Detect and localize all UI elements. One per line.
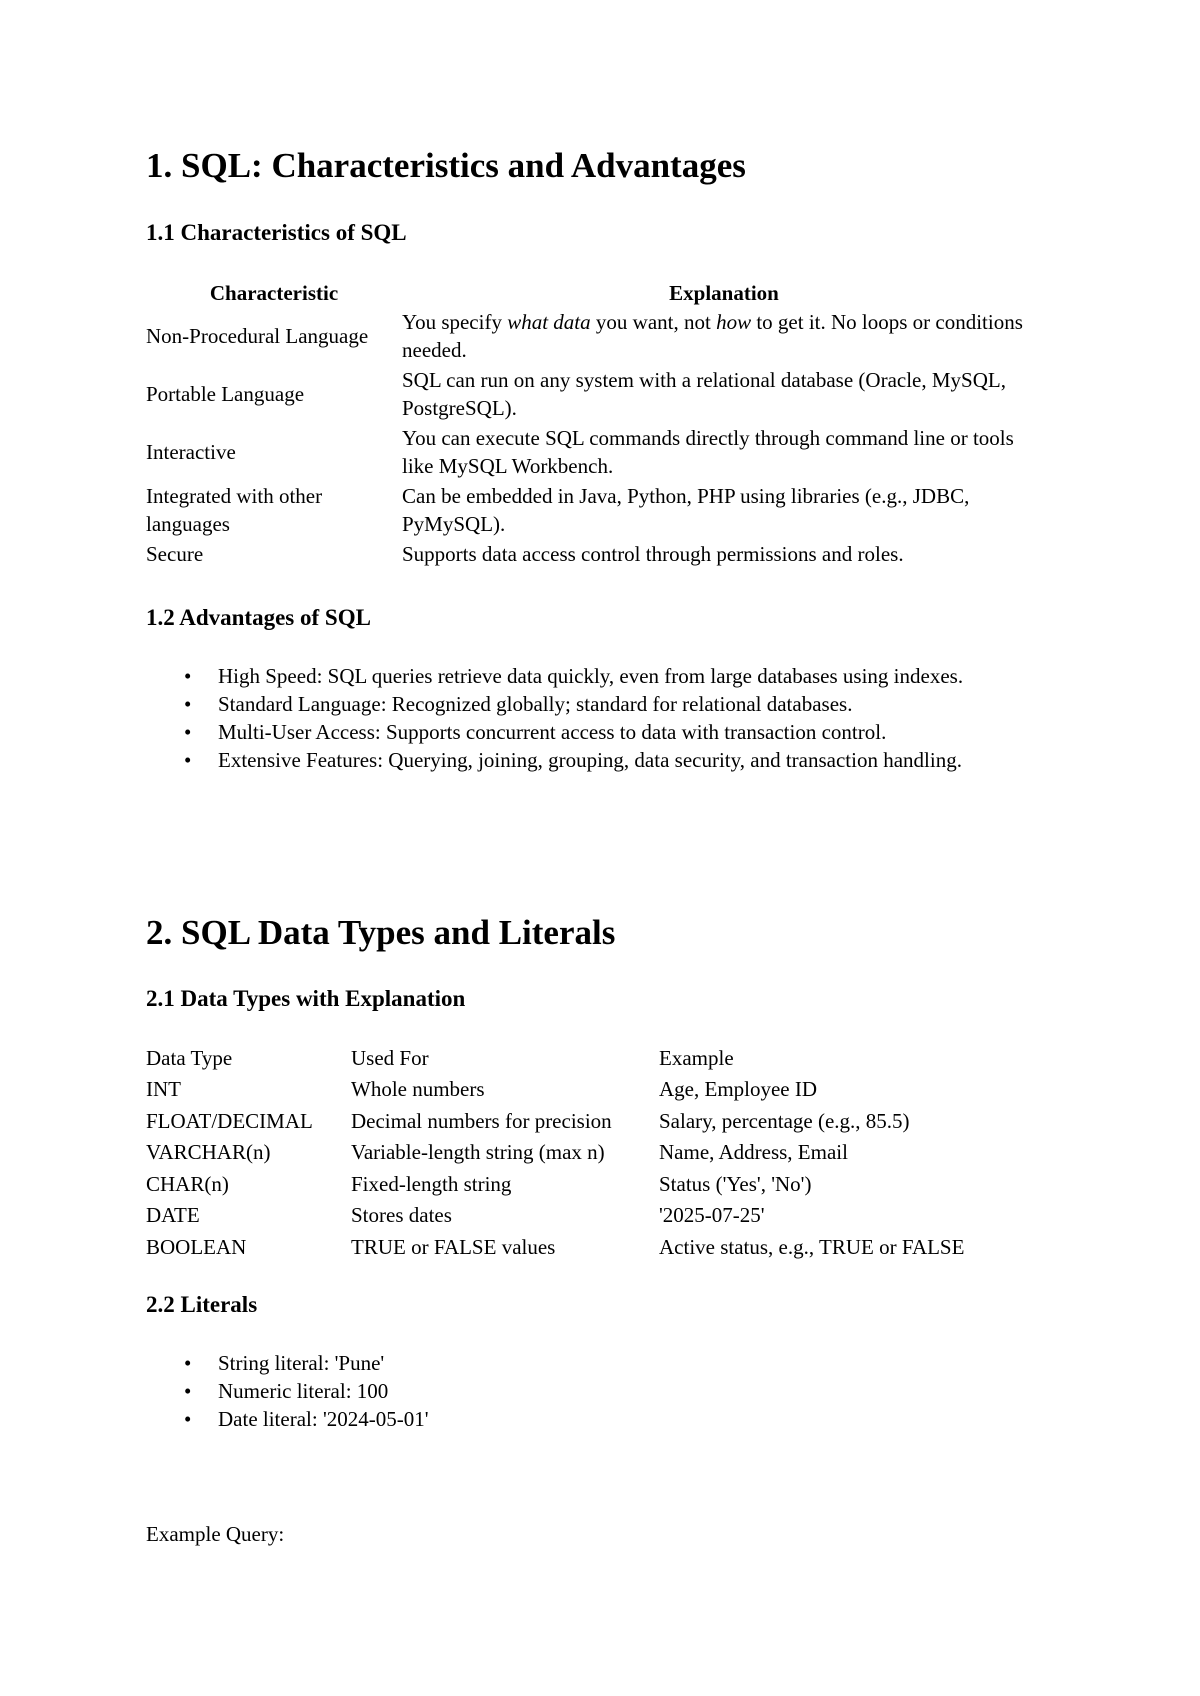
table-row [146, 423, 1046, 481]
column-header-used-for: Used For [351, 1045, 429, 1070]
subsection-2-1-heading: 2.1 Data Types with Explanation [146, 986, 466, 1011]
example-cell: Salary, percentage (e.g., 85.5) [659, 1108, 910, 1133]
used-for-cell: TRUE or FALSE values [351, 1234, 556, 1259]
explanation-cell: Supports data access control through permissions and roles. [402, 542, 904, 566]
data-type-cell: DATE [146, 1203, 200, 1228]
data-type-cell: VARCHAR(n) [146, 1140, 271, 1165]
example-cell: Name, Address, Email [659, 1140, 848, 1165]
example-cell: Active status, e.g., TRUE or FALSE [659, 1234, 965, 1259]
subsection-1-1-heading: 1.1 Characteristics of SQL [146, 220, 407, 245]
table-row [146, 539, 1046, 569]
explanation-cell: SQL can run on any system with a relational database (Oracle, MySQL, PostgreSQL). [402, 368, 1006, 420]
table-row [146, 365, 1046, 423]
list-item: • High Speed: SQL queries retrieve data quickly, even from large databases using indexes. [184, 664, 964, 688]
list-item: • Numeric literal: 100 [184, 1379, 389, 1403]
used-for-cell: Decimal numbers for precision [351, 1108, 612, 1133]
advantages-list [146, 662, 1046, 774]
explanation-cell: You can execute SQL commands directly through command line or tools like MySQL Workbench. [402, 426, 1014, 478]
column-header-characteristic: Characteristic [209, 281, 339, 305]
table-row [146, 1074, 964, 1106]
characteristic-cell: Interactive [146, 440, 236, 464]
column-header-explanation: Explanation [669, 281, 779, 305]
table-row [146, 1231, 964, 1263]
table-row [146, 1105, 964, 1137]
example-cell: Age, Employee ID [659, 1077, 818, 1102]
bullet-icon: • [184, 1407, 192, 1431]
used-for-cell: Fixed-length string [351, 1171, 512, 1196]
table-row [146, 1168, 964, 1200]
characteristic-cell: Secure [146, 542, 204, 566]
bullet-icon: • [184, 1379, 192, 1403]
table-header-row [146, 279, 1046, 307]
literals-list [146, 1349, 1046, 1433]
example-query-label: Example Query: [146, 1522, 285, 1546]
column-header-example: Example [659, 1045, 734, 1070]
table-row [146, 1200, 964, 1232]
table-row [146, 481, 1046, 539]
subsection-1-2-heading: 1.2 Advantages of SQL [146, 605, 371, 630]
bullet-icon: • [184, 692, 192, 716]
bullet-icon: • [184, 748, 192, 772]
data-types-table [146, 1042, 964, 1263]
table-header-row [146, 1042, 964, 1074]
data-type-cell: INT [146, 1077, 181, 1102]
subsection-2-2-heading: 2.2 Literals [146, 1292, 258, 1317]
bullet-icon: • [184, 664, 192, 688]
used-for-cell: Variable-length string (max n) [351, 1140, 605, 1165]
list-item: • Extensive Features: Querying, joining, grouping, data security, and transaction handling. [184, 748, 962, 772]
table-row [146, 307, 1046, 365]
table-row [146, 1137, 964, 1169]
bullet-icon: • [184, 1351, 192, 1375]
used-for-cell: Stores dates [351, 1203, 452, 1228]
characteristic-cell: Integrated with other languages [146, 484, 323, 536]
explanation-cell: Can be embedded in Java, Python, PHP using libraries (e.g., JDBC, PyMySQL). [402, 484, 970, 536]
list-item: • Multi-User Access: Supports concurrent access to data with transaction control. [184, 720, 887, 744]
bullet-icon: • [184, 720, 192, 744]
column-header-data-type: Data Type [146, 1045, 233, 1070]
data-type-cell: BOOLEAN [146, 1234, 247, 1259]
characteristics-table [146, 279, 1046, 569]
example-cell: Status ('Yes', 'No') [659, 1171, 812, 1196]
example-cell: '2025-07-25' [659, 1203, 765, 1228]
data-type-cell: FLOAT/DECIMAL [146, 1108, 313, 1133]
used-for-cell: Whole numbers [351, 1077, 485, 1102]
characteristic-cell: Non-Procedural Language [146, 324, 369, 348]
list-item: • String literal: 'Pune' [184, 1351, 385, 1375]
characteristic-cell: Portable Language [146, 382, 305, 406]
data-type-cell: CHAR(n) [146, 1171, 229, 1196]
section-1-heading: 1. SQL: Characteristics and Advantages [146, 146, 746, 185]
list-item: • Standard Language: Recognized globally; standard for relational databases. [184, 692, 853, 716]
section-2-heading: 2. SQL Data Types and Literals [146, 913, 616, 952]
explanation-cell: You specify what data you want, not how to get it. No loops or conditions needed. [402, 310, 1023, 362]
list-item: • Date literal: '2024-05-01' [184, 1407, 429, 1431]
